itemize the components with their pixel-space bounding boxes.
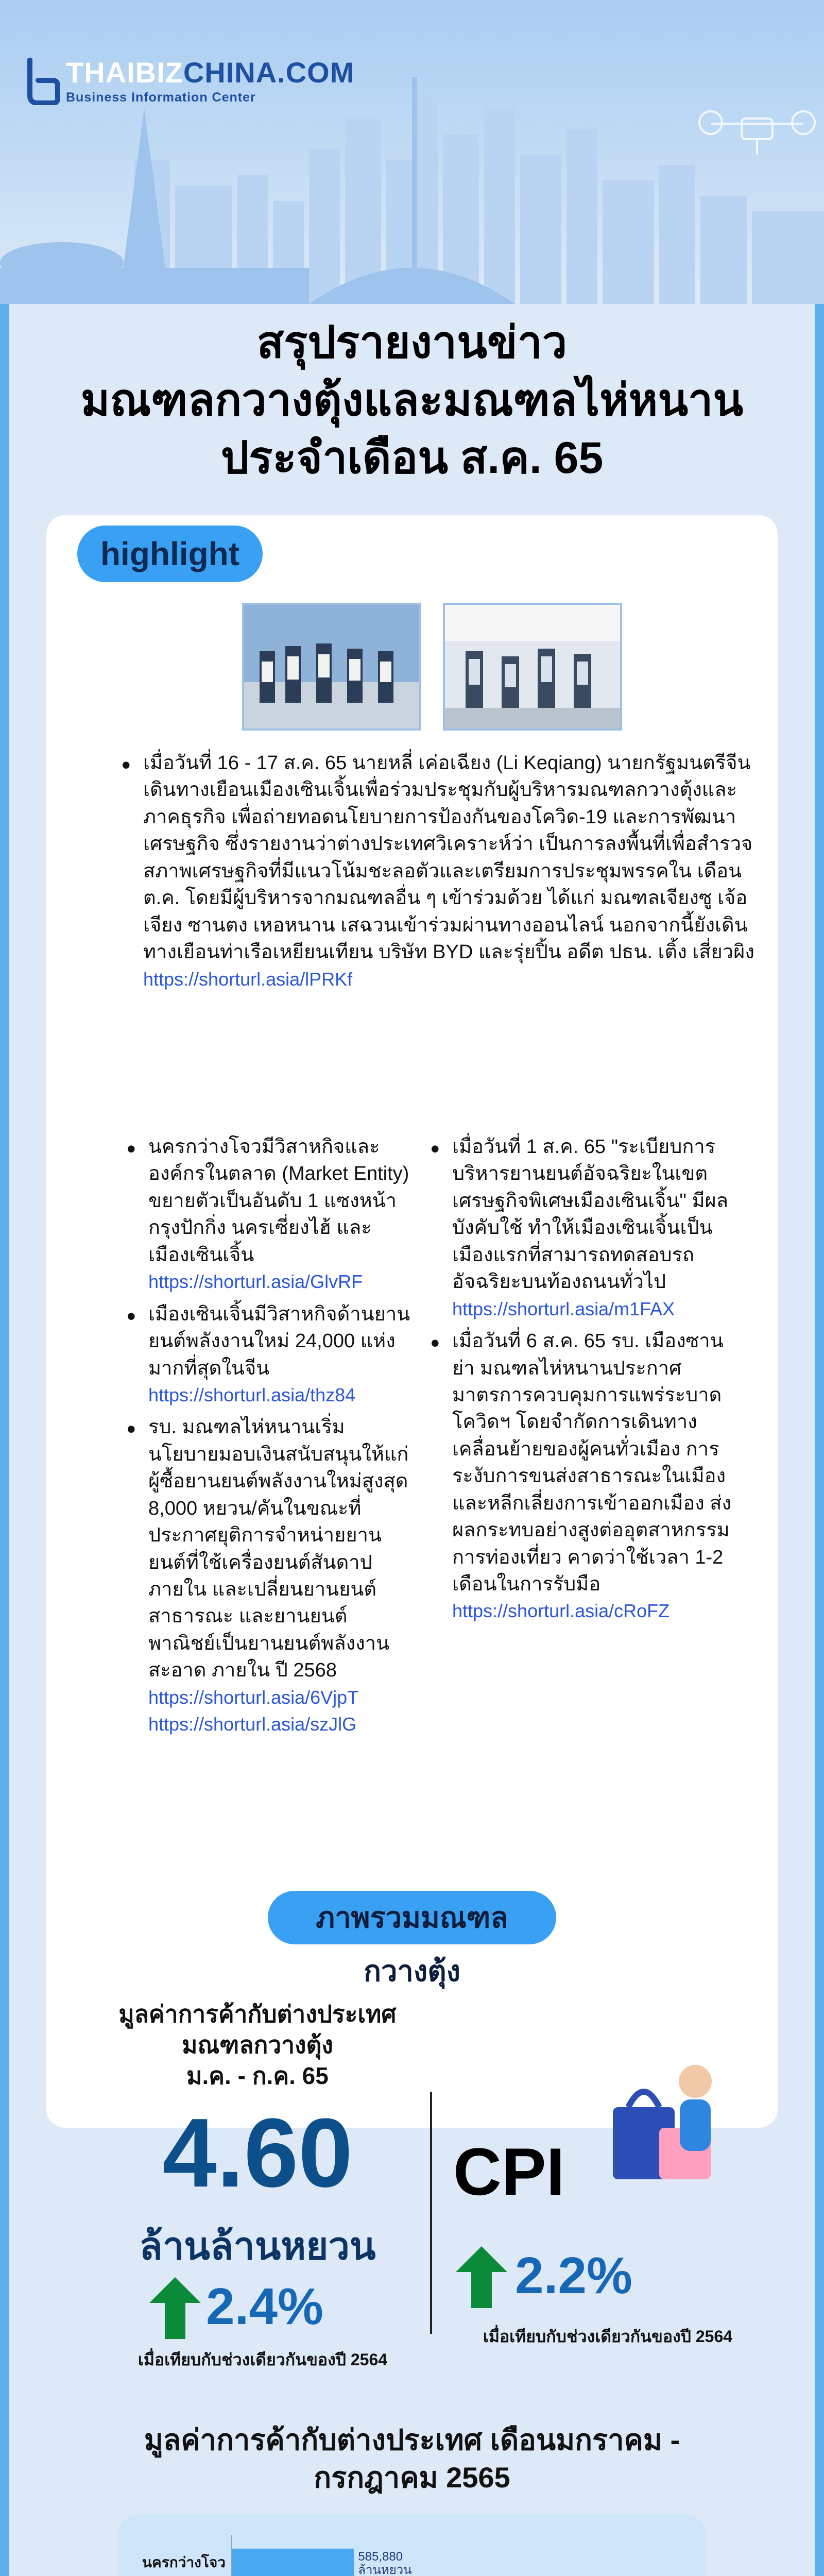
trade-title-1: มูลค่าการค้ากับต่างประเทศ: [118, 2001, 397, 2027]
highlight-lead-text: เมื่อวันที่ 16 - 17 ส.ค. 65 นายหลี่ เค่อเฉียง (Li Keqiang) นายกรัฐมนตรีจีน เดินทางเยือนเมืองเซินเจิ้นเพื่อร่วมประชุมกับผู้บริหารมณฑลกวางตุ้งและภาคธุรกิจ เพื่อถ่ายทอดนโยบายการป้องกันของโควิด-19 และการพัฒนาเศรษฐกิจ ซึ่งรายงานว่าต่างประเทศวิเคราะห์ว่า เป็นการลงพื้นที่เพื่อสำรวจสภาพเศรษฐกิจที่มีแนวโน้มชะลอตัวและเตรียมการประชุมพรรคใน เดือน ต.ค. โดยมีผู้บริหารจากมณฑลอื่น ๆ เข้าร่วมด้วย ได้แก่ มณฑลเจียงซู เจ้อเจียง ซานตง เหอหนาน เสฉวนเข้าร่วมผ่านทางออนไลน์ นอกจากนี้ยังเดินทางเยือนท่าเรือเหยียนเทียน บริษัท BYD และรุ่ยปิ้น อดีต ปธน. เติ้ง เสี่ยวผิง: [143, 752, 754, 963]
list-item-text: เมื่อวันที่ 1 ส.ค. 65 "ระเบียบการบริหารยานยนต์อัจฉริยะในเขตเศรษฐกิจพิเศษเมืองเซินเจิ้น" มีผลบังคับใช้ ทำให้เมืองเซินเจิ้นเป็นเมืองแรกที่สามารถทดสอบรถอัจฉริยะบนท้องถนนทั่วไป: [452, 1136, 729, 1293]
trade-unit: ล้านล้านหยวน: [139, 2225, 376, 2267]
list-item: [427, 1328, 736, 1625]
trade-growth: 2.4%: [206, 2278, 323, 2335]
title-line-2: มณฑลกวางตุ้งและมณฑลไห่หนาน: [80, 375, 744, 425]
logo-subtitle: Business Information Center: [66, 90, 256, 105]
list-item-text: เมืองเซินเจิ้นมีวิสาหกิจด้านยานยนต์พลังงานใหม่ 24,000 แห่ง มากที่สุดในจีน: [148, 1303, 410, 1379]
highlight-lead: [118, 750, 766, 993]
logo-mark-icon: [27, 58, 60, 105]
news-link[interactable]: https://shorturl.asia/GlvRF: [148, 1271, 363, 1293]
logo-main-text: THAIBIZ: [66, 56, 183, 89]
city-skyline-illustration: [0, 77, 824, 304]
brand-logo[interactable]: [27, 58, 354, 105]
trade-stat-title: [88, 1999, 427, 2091]
news-link[interactable]: https://shorturl.asia/6VjpT: [148, 1686, 359, 1708]
title-line-1: สรุปรายงานข่าว: [256, 318, 568, 367]
news-photo-1: [242, 603, 421, 731]
trade-value: 4.60: [162, 2098, 353, 2208]
news-link[interactable]: https://shorturl.asia/szJlG: [148, 1714, 357, 1735]
list-item: [124, 1133, 412, 1296]
chart1-title: มูลค่าการค้ากับต่างประเทศ เดือนมกราคม - กรกฎาคม 2565: [144, 2424, 680, 2494]
chart1-bar-chart: [118, 2514, 706, 2576]
cpi-compare: เมื่อเทียบกับช่วงเดียวกันของปี 2564: [483, 2327, 733, 2346]
list-item-text: นครกว่างโจวมีวิสาหกิจและองค์กรในตลาด (Market Entity) ขยายตัวเป็นอันดับ 1 แซงหน้า กรุงปักกิ่ง นครเซี่ยงไฮ้ และเมืองเซินเจิ้น: [148, 1136, 409, 1266]
list-item-text: รบ. มณฑลไห่หนานเริ่มนโยบายมอบเงินสนับสนุนให้แก่ผู้ซื้อยานยนต์พลังงานใหม่สูงสุด 8,000 หยวน/คันในขณะที่ ประกาศยุติการจำหน่ายยานยนต์ที่ใช้เครื่องยนต์สันดาปภายใน และเปลี่ยนยานยนต์สาธารณะ และยานยนต์พาณิชย์เป็นยานยนต์พลังงานสะอาด ภายใน ปี 2568: [148, 1416, 409, 1682]
news-link[interactable]: https://shorturl.asia/thz84: [148, 1384, 356, 1405]
cpi-up-arrow-icon: [456, 2246, 507, 2308]
logo-accent-text: CHINA.COM: [183, 56, 355, 89]
cpi-growth: 2.2%: [515, 2247, 632, 2304]
title-line-3: ประจำเดือน ส.ค. 65: [220, 433, 604, 483]
trade-up-arrow-icon: [149, 2277, 201, 2339]
highlight-label: highlight: [77, 526, 263, 582]
highlight-left-column: [124, 1133, 412, 1738]
shopping-illustration-icon: [592, 2050, 726, 2195]
cpi-label: CPI: [453, 2134, 565, 2209]
overview-label: ภาพรวมมณฑลกวางตุ้ง: [268, 1891, 556, 1944]
news-link[interactable]: https://shorturl.asia/cRoFZ: [452, 1600, 670, 1622]
highlight-lead-link[interactable]: https://shorturl.asia/lPRKf: [143, 968, 353, 990]
trade-title-3: ม.ค. - ก.ค. 65: [186, 2062, 329, 2089]
chart-category-label: นครกว่างโจว: [142, 2554, 226, 2570]
news-photo-2: [443, 603, 622, 731]
highlight-right-column: [427, 1133, 736, 1625]
chart-data-label: 585,880 ล้านหยวน: [358, 2549, 412, 2576]
trade-compare: เมื่อเทียบกับช่วงเดียวกันของปี 2564: [138, 2350, 388, 2369]
news-link[interactable]: https://shorturl.asia/m1FAX: [452, 1298, 675, 1319]
list-item: [124, 1414, 412, 1738]
chart-bar: [232, 2549, 354, 2576]
header-banner: [0, 0, 824, 304]
stat-divider: [430, 2092, 432, 2334]
trade-title-2: มณฑลกวางตุ้ง: [182, 2031, 333, 2058]
list-item: [427, 1133, 736, 1323]
list-item-text: เมื่อวันที่ 6 ส.ค. 65 รบ. เมืองซานย่า มณฑลไห่หนานประกาศมาตรการควบคุมการแพร่ระบาดโควิดฯ โดยจำกัดการเดินทาง เคลื่อนย้ายของผู้คนทั่วเมือง การระงับการขนส่งสาธารณะในเมือง และหลีกเลี่ยงการเข้าออกเมือง ส่งผลกระทบอย่างสูงต่ออุตสาหกรรมการท่องเที่ยว คาดว่าใช้เวลา 1-2 เดือนในการรับมือ: [452, 1330, 732, 1595]
list-item: [124, 1301, 412, 1409]
report-title: [0, 314, 824, 487]
